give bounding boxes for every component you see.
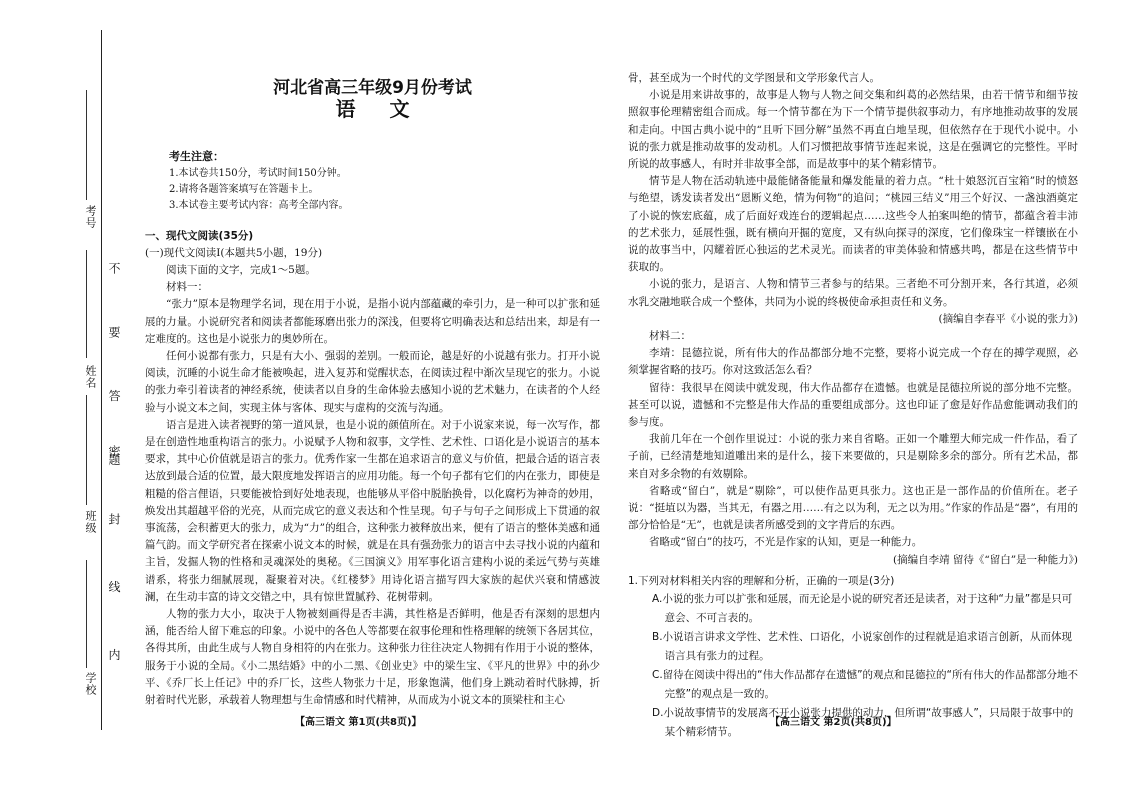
source-citation: (摘编自李春平《小说的张力》) bbox=[938, 312, 1078, 325]
material2-paragraph: 我前几年在一个创作里说过：小说的张力来自省略。正如一个雕塑大师完成一件作品，看了子前，已经清楚地知道雕出来的是什么，接下来要做的，只是剔除多余的部分。所有艺术品，都来自对多余物的有效剔除。 bbox=[628, 433, 1078, 480]
seal-text-upper: 不 要 答 题 bbox=[107, 262, 121, 490]
banji-label: 班级 bbox=[84, 510, 97, 534]
notice-item: 1.本试卷共150分，考试时间150分钟。 bbox=[169, 167, 347, 179]
option-c: C.留待在阅读中得出的“伟大作品都存在遗憾”的观点和昆德拉的“所有伟大的作品都部分地不完整”的观点是一致的。 bbox=[652, 669, 1078, 701]
xuexiao-field[interactable] bbox=[86, 560, 87, 668]
option-d: D.小说故事情节的发展离不开小说张力提供的动力，但所谓“故事感人”，只局限于故事中的某个精彩情节。 bbox=[652, 707, 1074, 739]
seal-text-lower: 密 封 线 内 bbox=[107, 445, 121, 687]
xingming-field[interactable] bbox=[86, 250, 87, 358]
subject-title: 语文 bbox=[335, 97, 444, 122]
material2-paragraph: 李靖：昆德拉说，所有伟大的作品都部分地不完整，要将小说完成一个存在的搏学观照，必须掌握省略的技巧。你对这致活怎么看？ bbox=[628, 347, 1078, 377]
section-title: 一、现代文阅读(35分) bbox=[145, 229, 254, 242]
binding-line bbox=[101, 30, 102, 730]
section-subtitle: (一)现代文阅读Ⅰ(本题共5小题，19分) bbox=[145, 246, 323, 259]
question-1: 1.下列对材料相关内容的理解和分析，正确的一项是(3分) bbox=[628, 574, 895, 587]
notice-heading: 考生注意： bbox=[169, 150, 224, 164]
material2-paragraph: 省略或“留白”，就是“剔除”，可以使作品更具张力。这也正是一部作品的价值所在。老子说：“挺埴以为器，当其无，有器之用……有之以为利，无之以为用。”作家的作品是“器”，有用的部分恰恰是“无”，也就是读者所感受到的文字背后的东西。 bbox=[628, 484, 1078, 532]
notice-item: 3.本试卷主要考试内容：高考全部内容。 bbox=[169, 199, 349, 211]
section-instruction: 阅读下面的文字，完成1～5题。 bbox=[166, 264, 316, 277]
kaohao-field[interactable] bbox=[86, 90, 87, 200]
notice-list bbox=[169, 166, 600, 214]
page-footer-left: 【高三语文 第1页(共8页)】 bbox=[295, 717, 422, 728]
option-b: B.小说语言讲求文学性、艺术性、口语化，小说家创作的过程就是追求语言创新，从而体现语言具有张力的过程。 bbox=[652, 631, 1073, 663]
material1-paragraph: 小说是用来讲故事的，故事是人物与人物之间交集和纠葛的必然结果，由若干情节和细节按照叙事伦理精密组合而成。每一个情节都在为下一个情节提供叙事动力，有序地推动故事的发展和走向。中国古典小说中的“且听下回分解”虽然不再直白地呈现，但依然存在于现代小说中。小说的张力就是推动故事的发动机。人们习惯把故事情节连起来说，这是在强调它的完整性。平时所说的故事感人，有时并非故事全部，而是故事中的某个精彩情节。 bbox=[628, 89, 1078, 171]
continued-text: 骨，甚至成为一个时代的文学图景和文学形象代言人。 bbox=[628, 72, 880, 84]
material1-paragraph: 语言是进入读者视野的第一道风景，也是小说的颜值所在。对于小说家来说，每一次写作，都是在创造性地重构语言的张力。小说赋予人物和叙事，文学性、艺术性、口语化是小说语言的基本要求，其中心价值就是语言的张力。优秀作家一生都在追求语言的意义与价值，把最合适的语言表达放到最合适的位置，最大限度地发挥语言的应用功能。每一个句子都有它们的内在张力，即使是粗糙的俗言俚语，只要能被恰到好处地表现，也能够从平俗中脱胎换骨，以化腐朽为神奇的妙用，焕发出其超越平俗的光亮，从而完成它的意义表达和个性呈现。句子与句子之间形成上下贯通的叙事流荡，会积蓄更大的张力，成为“力”的组合，这种张力被释放出来，便有了语言的整体美感和通篇气韵。而文学研究者在探索小说文本的时候，就是在具有强劲张力的语言中去寻找小说的内蕴和主旨，发掘人物的性格和灵魂深处的奥秘。《三国演义》用军事化语言建构小说的柔远气势与英雄谱系，将张力细腻展现，凝聚着对决。《红楼梦》用诗化语言描写四大家族的起伏兴衰和情感波澜，在生动丰富的诗文交错之中，具有惊世置腻矜、花树带刺。 bbox=[145, 418, 600, 603]
banji-field[interactable] bbox=[86, 395, 87, 505]
material1-label: 材料一： bbox=[166, 281, 208, 294]
material1-paragraph: 情节是人物在活动轨迹中最能储备能量和爆发能量的着力点。“杜十娘怒沉百宝箱”时的愤怒与绝望，诱发读者发出“恩断义绝，情为何物”的追问；“桃园三结义”用三个好汉、一盏浊酒奠定了小说的恢宏底蕴，成了后面好戏连台的逻辑起点……这些令人拍案叫绝的情节，都蕴含着丰沛的艺术张力，延展性强，既有横向开掘的宽度，又有纵向探寻的深度，它们像珠宝一样镶嵌在小说的故事当中，闪耀着匠心独运的艺术灵光。而读者的审美体验和情感共鸣，都是在这些情节中获取的。 bbox=[628, 175, 1078, 274]
exam-title: 河北省高三年级9月份考试 bbox=[273, 78, 472, 98]
left-column bbox=[145, 70, 600, 709]
material1-paragraph: 人物的张力大小，取决于人物被刻画得是否丰满，其性格是否鲜明，他是否有深刻的思想内涵，能否给人留下难忘的印象。小说中的各色人等都要在叙事伦理和性格理解的统领下各居其位，各得其所，由此生成与人物自身相符的内在张力。这种张力往往决定人物拥有作用于小说的整体，服务于小说的全局。《小二黑结婚》中的小二黑、《创业史》中的梁生宝、《平凡的世界》中的孙少平、《乔厂长上任记》中的乔厂长，这些人物张力十足，形象饱满，他们身上跳动着时代脉搏，折射着时代光影，承载着人物理想与生命情感和时代精神，从而成为小说文本的顶梁柱和主心 bbox=[145, 608, 600, 707]
material1-paragraph: 小说的张力，是语言、人物和情节三者参与的结果。三者绝不可分割开来，各行其道，必须水乳交融地联合成一个整体，共同为小说的终极使命承担责任和义务。 bbox=[628, 278, 1078, 308]
material2-label: 材料二： bbox=[649, 330, 691, 343]
page-footer-right: 【高三语文 第2页(共8页)】 bbox=[770, 717, 897, 728]
material2-paragraph: 留待：我很早在阅读中就发现，伟大作品都存在遗憾。也就是昆德拉所说的部分地不完整。甚至可以说，遗憾和不完整是伟大作品的重要组成部分。这也印证了愈是好作品愈能调动我们的参与度。 bbox=[628, 381, 1078, 429]
kaohao-label: 考号 bbox=[84, 205, 97, 229]
right-column bbox=[628, 70, 1078, 742]
binding-margin bbox=[0, 0, 140, 794]
material2-paragraph: 省略或“留白”的技巧，不光是作家的认知，更是一种能力。 bbox=[649, 536, 923, 549]
xuexiao-label: 学校 bbox=[84, 672, 97, 696]
material1-paragraph: 任何小说都有张力，只是有大小、强弱的差别。一般而论，越是好的小说越有张力。打开小说阅读，沉睡的小说生命才能被唤起，进入复苏和觉醒状态，在阅读过程中渐次呈现它的张力。小说的张力牵引着读者的神经系统，使读者以自身的生命体验去感知小说的艺术魅力，在读者的个人经验与小说文本之间，实现主体与客体、现实与虚构的交流与沟通。 bbox=[145, 350, 600, 414]
option-a: A.小说的张力可以扩张和延展，而无论是小说的研究者还是读者，对于这种“力量”都是只可意会、不可言表的。 bbox=[652, 593, 1073, 625]
material1-paragraph: “张力”原本是物理学名词，现在用于小说，是指小说内部蕴藏的牵引力，是一种可以扩张和延展的力量。小说研究者和阅读者都能琢磨出张力的深浅，但要将它明确表达和总结出来，却是有一定难度的。这也是小说张力的奥妙所在。 bbox=[145, 298, 600, 345]
source-citation: (摘编自李靖 留待《“留白”是一种能力》) bbox=[892, 553, 1078, 566]
notice-item: 2.请将各题答案填写在答题卡上。 bbox=[169, 183, 319, 195]
xingming-label: 姓名 bbox=[84, 365, 97, 389]
